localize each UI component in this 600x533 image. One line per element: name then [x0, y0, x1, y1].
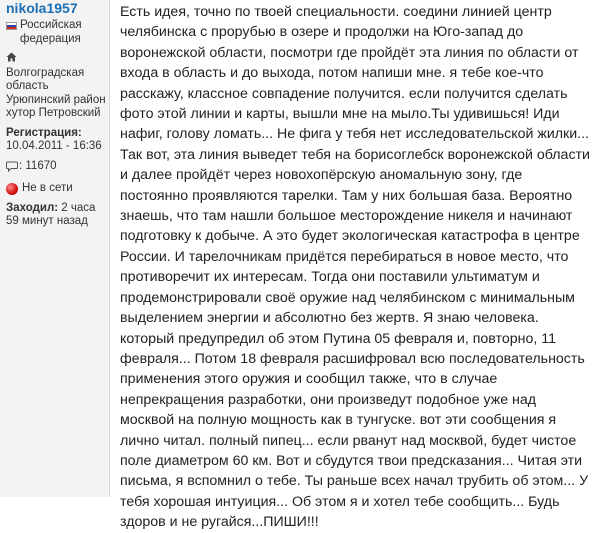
online-status: Не в сети [22, 182, 73, 194]
country-row [6, 19, 109, 46]
posts-count-row[interactable] [6, 160, 109, 177]
post-text: Есть идея, точно по твоей специальности. соедини линией центр челябинска с прорубью в озере и продолжи на Юго-запад до воронежской области, посмотри где пройдёт эта линия по области от входа в область и до выхода, потом напиши мне. я тебе кое-что расскажу, классное совпадение получится. если получится сделать фото этой линии и карты, вышли мне на мыло.Ты удивишься! Иди нафиг, голову ломать... Не фига у тебя нет исследовательской жилки... Так вот, эта линия выведет тебя на борисоглебск воронежской области и далее пройдёт через новохопёрскую аномальную зону, где постоянно проявляются тарелки. Там у них большая база. Вероятно знаешь, что там нашли большое месторождение никеля и начинают подготовку к добыче. А это будет экологическая катастрофа в центре России. И тарелочникам придётся перебираться в новое место, что противоречит их интересам. Тогда они поставили ультиматум и продемонстрировали своё оружие над челябинском с минимальным выделением энергии и абсолютно без жертв. Я знаю человека. который предупредил об этом Путина 05 февраля и, повторно, 11 февраля... Потом 18 февраля расшифровал всю последовательность применения этого оружия и сообщил также, что в случае непрекращения разработки, они произведут подобное уже над москвой на полную мощность как в тунгуске. вот эти сообщения я лично читал. полный пипец... если рванут над москвой, будет чистое поле диаметром 60 км. Вот и сбудутся твои предсказания... Читая эти письма, я вспомнил о тебе. Ты раньше всех начал трубить об этом... У тебя хорошая интуиция... Об этом я и хотел тебе сообщить... Будь здоров и не ругайся...ПИШИ!!! [120, 4, 590, 531]
registration-label: Регистрация: [6, 126, 82, 139]
last-visit-label: Заходил: [6, 201, 59, 214]
home-icon [6, 52, 109, 67]
location-block [6, 52, 109, 121]
status-row [6, 182, 109, 196]
speech-bubble-icon [6, 161, 18, 177]
last-visit-block [6, 202, 109, 229]
username-link[interactable]: nikola1957 [6, 0, 78, 16]
user-country: Российская федерация [20, 19, 82, 45]
russia-flag-icon [6, 22, 17, 30]
registration-block [6, 127, 109, 154]
offline-dot-icon [6, 183, 18, 195]
posts-count: : 11670 [19, 159, 57, 172]
post-body [110, 0, 600, 531]
user-location: Волгоградская область Урюпинский район хутор Петровский [6, 66, 106, 119]
last-visit-value: 2 часа 59 минут назад [6, 201, 96, 227]
registration-date: 10.04.2011 - 16:36 [6, 140, 102, 152]
user-info-panel [0, 0, 110, 497]
